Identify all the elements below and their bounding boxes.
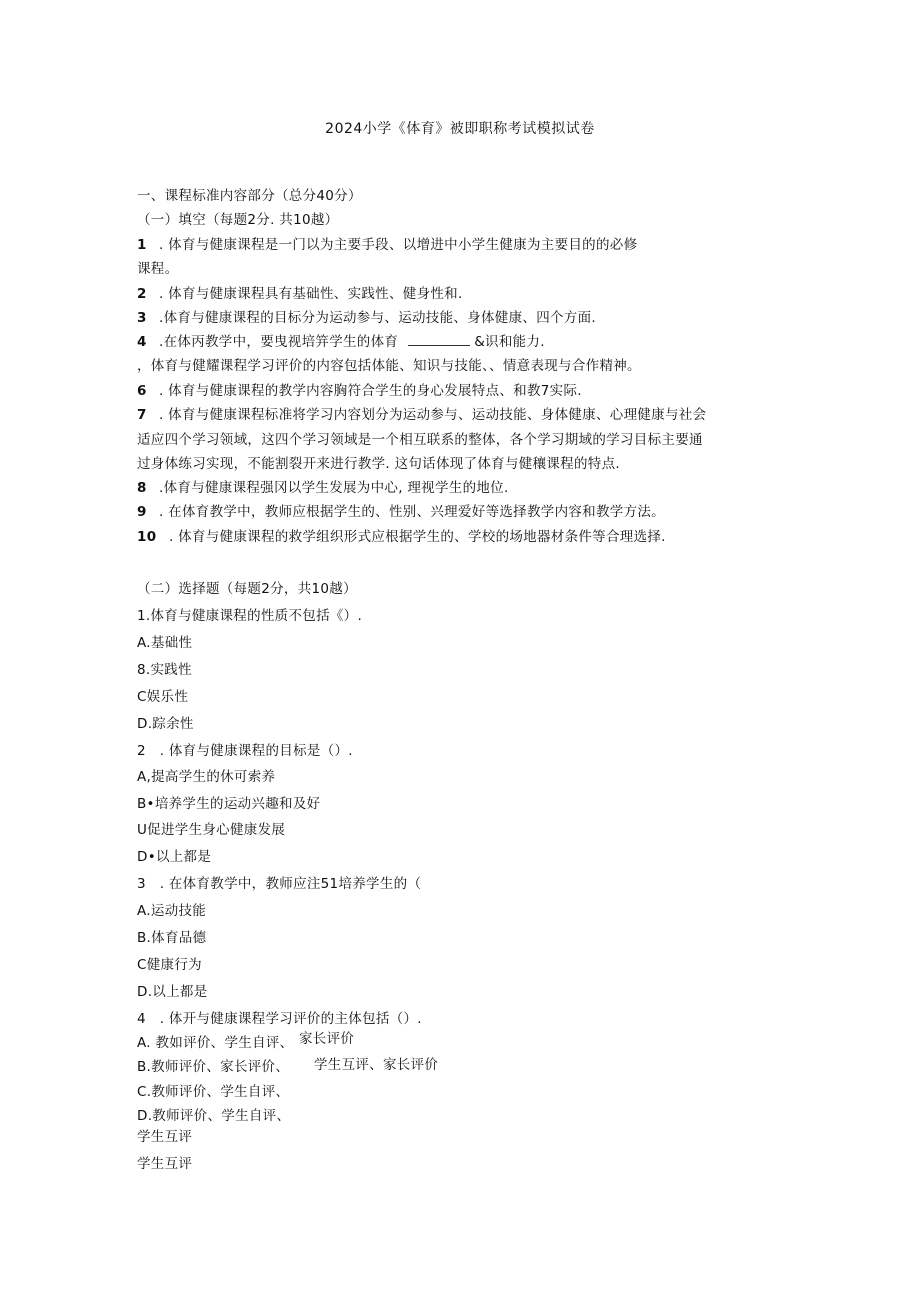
answer-blank	[408, 334, 470, 346]
item-text: . 体育与健康课程的教学内容胸符合学生的身心发展特点、和教7实际.	[159, 383, 582, 399]
question-stem: 3 . 在体育教学中，教师应注51培养学生的（	[137, 876, 422, 892]
page-title: 2024小学《体育》被即职称考试模拟试卷	[325, 121, 595, 137]
section-heading: 一、课程标准内容部分（总分40分）	[137, 188, 362, 204]
fill-item	[137, 528, 666, 546]
fill-item	[137, 236, 637, 254]
option-c: C.教师评价、学生自评、	[137, 1084, 290, 1100]
option-d: D.踪余性	[137, 716, 194, 732]
item-text: . 体育与健康课程的救学组织形式应根据学生的、学校的场地器材条件等合理选择.	[169, 529, 666, 545]
option-b: B.教师评价、家长评价、	[137, 1059, 290, 1075]
fill-item	[137, 285, 463, 303]
question-stem: 2 . 体育与健康课程的目标是（）.	[137, 743, 353, 759]
item-text: ，体育与健耀课程学习评价的内容包括体能、知识与技能、、情意表现与合作精神。	[137, 358, 641, 374]
fill-item-continuation: 课程。	[137, 261, 179, 277]
option-d: D•以上都是	[137, 849, 212, 865]
option-b: 8.实践性	[137, 662, 192, 678]
fill-item	[137, 479, 509, 497]
item-number: 3	[137, 310, 147, 326]
item-number: 6	[137, 383, 147, 399]
option-a: A. 教如评价、学生自评、	[137, 1035, 294, 1051]
option-b: B•培养学生的运动兴趣和及好	[137, 796, 321, 812]
item-number: 7	[137, 407, 147, 423]
item-text: .在体丙教学中，要曳视培笄学生的体育	[159, 334, 399, 350]
item-text: .体育与健康课程强冈以学生发展为中心, 理视学生的地位.	[159, 480, 509, 496]
item-number: 4	[137, 334, 147, 350]
option-c: U促进学生身心健康发展	[137, 822, 286, 838]
item-number: 9	[137, 504, 147, 520]
option-a: A,提高学生的休可索养	[137, 769, 276, 785]
fill-item	[137, 382, 582, 400]
option-a: A.运动技能	[137, 903, 207, 919]
option-d: D.教师评价、学生自评、	[137, 1108, 291, 1124]
item-text: . 体育与健康课程具有基础性、实践性、健身性和.	[159, 286, 463, 302]
item-number: 1	[137, 237, 147, 253]
item-number: 2	[137, 286, 147, 302]
option-c: C娱乐性	[137, 689, 189, 705]
item-text: . 体育与健康课程是一门以为主要手段、以增进中小学生健康为主要目的的必修	[159, 237, 638, 253]
item-text: . 体育与健康课程标准将学习内容划分为运动参与、运动技能、身体健康、心理健康与社会	[159, 407, 707, 423]
fill-item-continuation: 过身体练习实现，不能割裂开来进行教学. 这句话体现了体育与健穰课程的特点.	[137, 456, 620, 472]
item-text: . 在体育教学中，教师应根据学生的、性别、兴理爱好等选择教学内容和教学方法。	[159, 504, 665, 520]
fill-item	[137, 333, 545, 351]
option-c-continuation: 学生互评	[137, 1129, 193, 1145]
fill-item	[137, 406, 706, 424]
choice-heading: （二）选择题（每题2分，共10越）	[137, 581, 357, 597]
item-text: &识和能力.	[474, 334, 545, 350]
question-stem: 4 . 体开与健康课程学习评价的主体包括（）.	[137, 1011, 422, 1027]
option-d-continuation: 学生互评	[137, 1156, 193, 1172]
fill-item-continuation: 适应四个学习领域，这四个学习领域是一个相互联系的整体，各个学习期域的学习目标主要通	[137, 432, 703, 448]
fill-item	[137, 309, 596, 327]
option-a: A.基础性	[137, 635, 193, 651]
option-b-continuation: 学生互评、家长评价	[314, 1057, 439, 1073]
fill-item	[137, 503, 665, 521]
question-stem: 1.体育与健康课程的性质不包括《）.	[137, 608, 363, 624]
item-number: 10	[137, 529, 157, 545]
option-b: B.体育品德	[137, 930, 207, 946]
item-text: .体育与健康课程的目标分为运动参与、运动技能、身体健康、四个方面.	[159, 310, 596, 326]
option-d: D.以上都是	[137, 984, 208, 1000]
option-c: C健康行为	[137, 957, 202, 973]
option-a-continuation: 家长评价	[299, 1031, 355, 1047]
fill-item	[137, 357, 641, 375]
fill-heading: （一）填空（每题2分. 共10越）	[137, 212, 339, 228]
item-number: 8	[137, 480, 147, 496]
